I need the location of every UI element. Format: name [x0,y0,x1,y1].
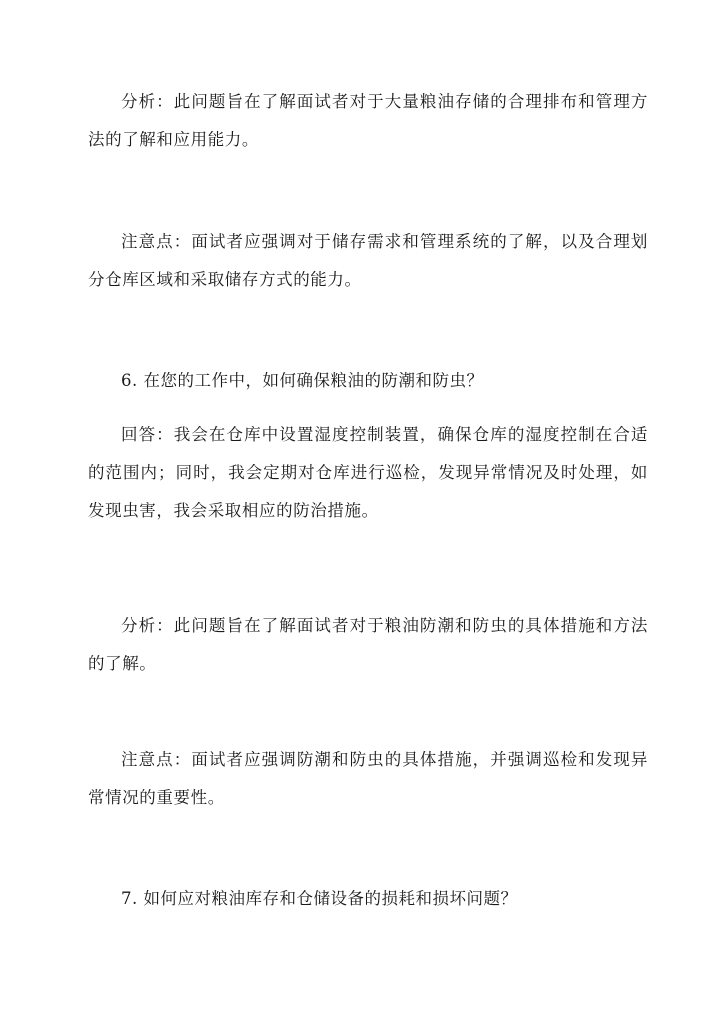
answer-paragraph: 回答：我会在仓库中设置湿度控制装置，确保仓库的湿度控制在合适的范围内；同时，我会定期对仓库进行巡检，发现异常情况及时处理，如发现虫害，我会采取相应的防治措施。 [88,425,648,520]
question-6: 6. 在您的工作中，如何确保粮油的防潮和防虫？ [121,371,484,390]
analysis-paragraph: 分析：此问题旨在了解面试者对于大量粮油存储的合理排布和管理方法的了解和应用能力。 [88,92,648,149]
note-paragraph-2: 注意点：面试者应强调防潮和防虫的具体措施，并强调巡检和发现异常情况的重要性。 [88,750,648,807]
analysis-paragraph-2: 分析：此问题旨在了解面试者对于粮油防潮和防虫的具体措施和方法的了解。 [88,616,648,673]
question-7: 7. 如何应对粮油库存和仓储设备的损耗和损坏问题？ [121,889,518,908]
note-paragraph: 注意点：面试者应强调对于储存需求和管理系统的了解，以及合理划分仓库区域和采取储存方式的能力。 [88,232,648,289]
